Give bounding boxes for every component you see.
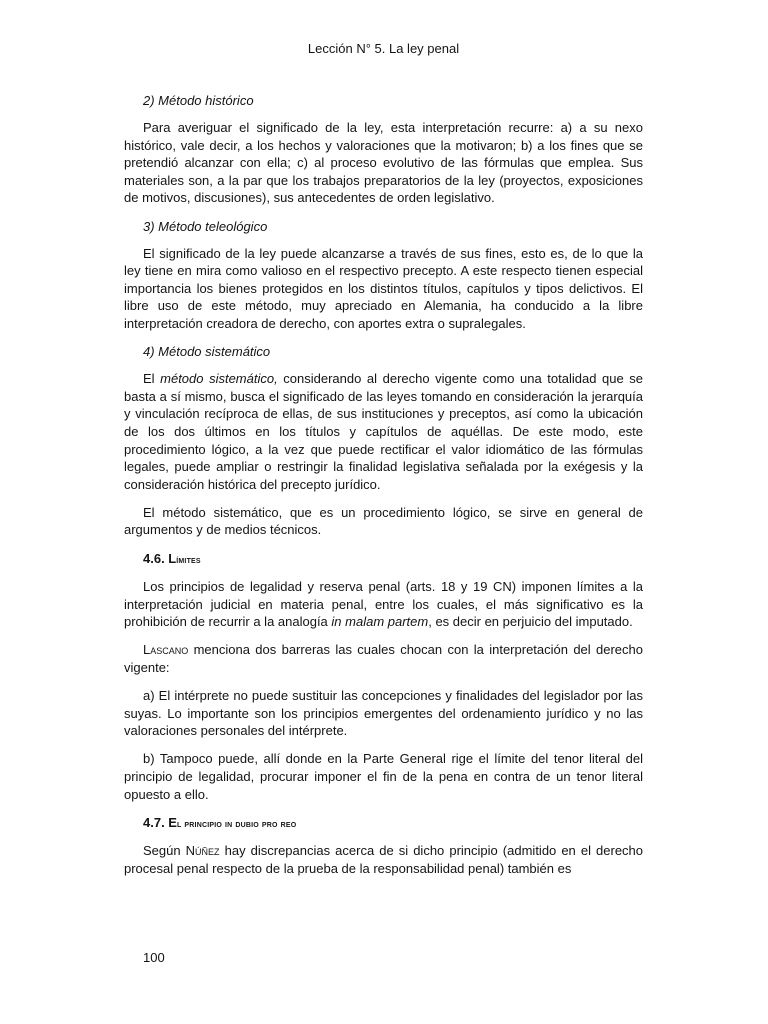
page-number: 100 (143, 950, 165, 965)
author-name-lascano: Lascano (143, 642, 189, 658)
section-title-initial: E (168, 814, 177, 830)
emphasis-term: método sistemático, (160, 371, 278, 387)
paragraph-lead-text: Según (143, 843, 186, 859)
paragraph-rest-text: hay discrepancias acerca de si dicho principio (admitido en el derecho procesal penal respecto de la prueba de la responsabilidad penal) también es (124, 843, 644, 876)
section-title-initial: L (168, 550, 177, 566)
paragraph-rest-text: , es decir en perjuicio del imputado. (428, 614, 633, 630)
paragraph-lascano (124, 641, 643, 676)
section-heading-limites (124, 550, 643, 570)
section-number: 4.6. (143, 550, 169, 566)
paragraph-lead-text: Los principios de legalidad y reserva penal (arts. 18 y 19 CN) imponen límites a la interpretación judicial en materia penal, entre los cuales, el más significativo es la prohibición de recurrir a la analogía (124, 579, 643, 630)
section-title-smallcaps: l principio in dubio pro reo (176, 818, 297, 830)
paragraph-nunez (124, 842, 643, 877)
paragraph-metodo-historico: Para averiguar el significado de la ley, esta interpretación recurre: a) a su nexo histórico, vale decir, a los hechos y valoraciones que la motivaron; b) a los fines que se pretendió alcanzar con ella; c) al proceso evolutivo de las fórmulas que emplea. Sus materiales son, a la par que los trabajos preparatorios de la ley (proyectos, exposiciones de motivos, discusiones), sus antecedentes de orden legislativo. (124, 120, 643, 206)
section-heading-metodo-historico: 2) Método histórico (143, 93, 254, 108)
paragraph-barrera-a: a) El intérprete no puede sustituir las concepciones y finalidades del legislador por las suyas. Lo importante son los principios emergentes del ordenamiento jurídico y no las valoraciones personales del intérprete. (124, 688, 643, 739)
body-text (124, 92, 643, 888)
paragraph-barrera-b: b) Tampoco puede, allí donde en la Parte General rige el límite del tenor literal del principio de legalidad, procurar imponer el fin de la pena en contra de un tenor literal opuesto a ello. (124, 751, 643, 802)
paragraph-metodo-teleologico: El significado de la ley puede alcanzarse a través de sus fines, esto es, de lo que la ley tiene en mira como valioso en el respectivo precepto. A este respecto tienen especial importancia los bienes protegidos en los distintos títulos, capítulos y tipos delictivos. El libre uso de este método, muy apreciado en Alemania, ha conducido a la libre interpretación creadora de derecho, con aportes extra o supralegales. (124, 245, 643, 332)
document-page (124, 0, 643, 1024)
paragraph-limites (124, 578, 643, 631)
section-title-smallcaps: ímites (176, 554, 201, 566)
running-header: Lección N° 5. La ley penal (307, 41, 460, 56)
paragraph-metodo-sistematico-1 (124, 370, 643, 493)
section-heading-metodo-teleologico: 3) Método teleológico (143, 218, 268, 234)
paragraph-rest-text: considerando al derecho vigente como una totalidad que se basta a sí mismo, busca el significado de las leyes tomando en consideración la jerarquía y vinculación recíproca de ellas, de sus instituciones y preceptos, así como la ubicación de los dos últimos en los títulos y capítulos de aquéllas. De este modo, este procedimiento lógico, a la vez que puede rectificar el valor idiomático de las fórmulas legales, puede ampliar o restringir la finalidad legislativa señalada por la exégesis y la consideración histórica del precepto jurídico. (124, 371, 644, 492)
paragraph-rest-text: menciona dos barreras las cuales chocan con la interpretación del derecho vigente: (124, 642, 643, 676)
section-heading-metodo-sistematico: 4) Método sistemático (143, 344, 271, 360)
paragraph-metodo-sistematico-2: El método sistemático, que es un procedimiento lógico, se sirve en general de argumentos y de medios técnicos. (124, 504, 643, 538)
section-number: 4.7. (143, 814, 169, 830)
section-heading-in-dubio-pro-reo (124, 814, 643, 834)
emphasis-latin-term: in malam partem (331, 614, 429, 630)
paragraph-lead-text: El (143, 371, 161, 387)
author-name-nunez: Núñez (185, 843, 220, 859)
